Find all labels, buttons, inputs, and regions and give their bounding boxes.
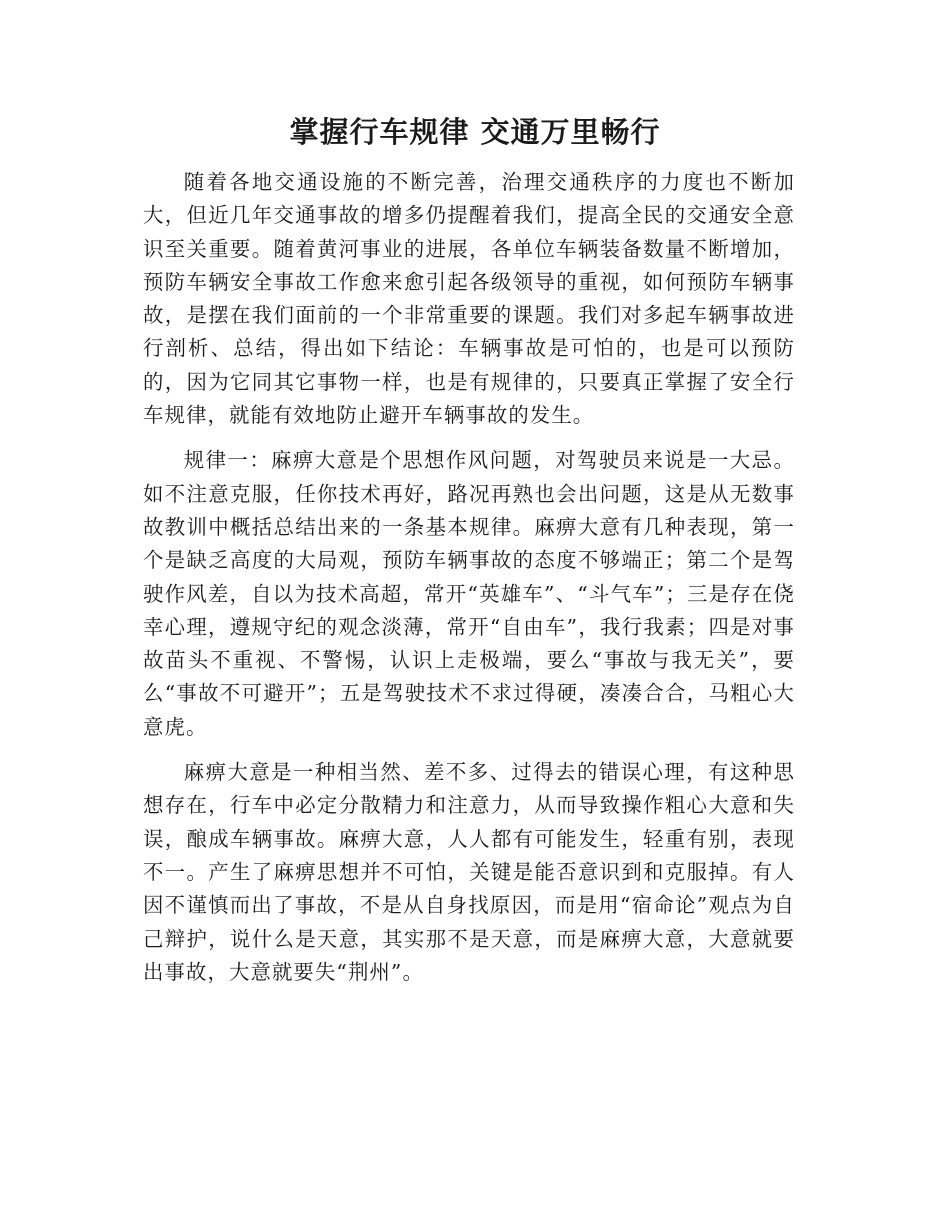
paragraph-rule-one: 规律一：麻痹大意是个思想作风问题，对驾驶员来说是一大忌。如不注意克服，任你技术再好，路况再熟也会出问题，这是从无数事故教训中概括总结出来的一条基本规律。麻痹大意有几种表现，第一个是缺乏高度的大局观，预防车辆事故的态度不够端正；第二个是驾驶作风差，自以为技术高超，常开“英雄车”、“斗气车”；三是存在侥幸心理，遵规守纪的观念淡薄，常开“自由车”，我行我素；四是对事故苗头不重视、不警惕，认识上走极端，要么“事故与我无关”，要么“事故不可避开”；五是驾驶技术不求过得硬，凑凑合合，马粗心大意虎。	[143, 448, 795, 739]
document-body	[143, 166, 795, 1001]
document-title: 掌握行车规律 交通万里畅行	[289, 115, 661, 149]
paragraph-intro: 随着各地交通设施的不断完善，治理交通秩序的力度也不断加大，但近几年交通事故的增多仍提醒着我们，提高全民的交通安全意识至关重要。随着黄河事业的进展，各单位车辆装备数量不断增加，预防车辆安全事故工作愈来愈引起各级领导的重视，如何预防车辆事故，是摆在我们面前的一个非常重要的课题。我们对多起车辆事故进行剖析、总结，得出如下结论：车辆事故是可怕的，也是可以预防的，因为它同其它事物一样，也是有规律的，只要真正掌握了安全行车规律，就能有效地防止避开车辆事故的发生。	[143, 170, 795, 428]
paragraph-carelessness: 麻痹大意是一种相当然、差不多、过得去的错误心理，有这种思想存在，行车中必定分散精力和注意力，从而导致操作粗心大意和失误，酿成车辆事故。麻痹大意，人人都有可能发生，轻重有别，表现不一。产生了麻痹思想并不可怕，关键是能否意识到和克服掉。有人因不谨慎而出了事故，不是从自身找原因，而是用“宿命论”观点为自己辩护，说什么是天意，其实那不是天意，而是麻痹大意，大意就要出事故，大意就要失“荆州”。	[143, 760, 795, 984]
